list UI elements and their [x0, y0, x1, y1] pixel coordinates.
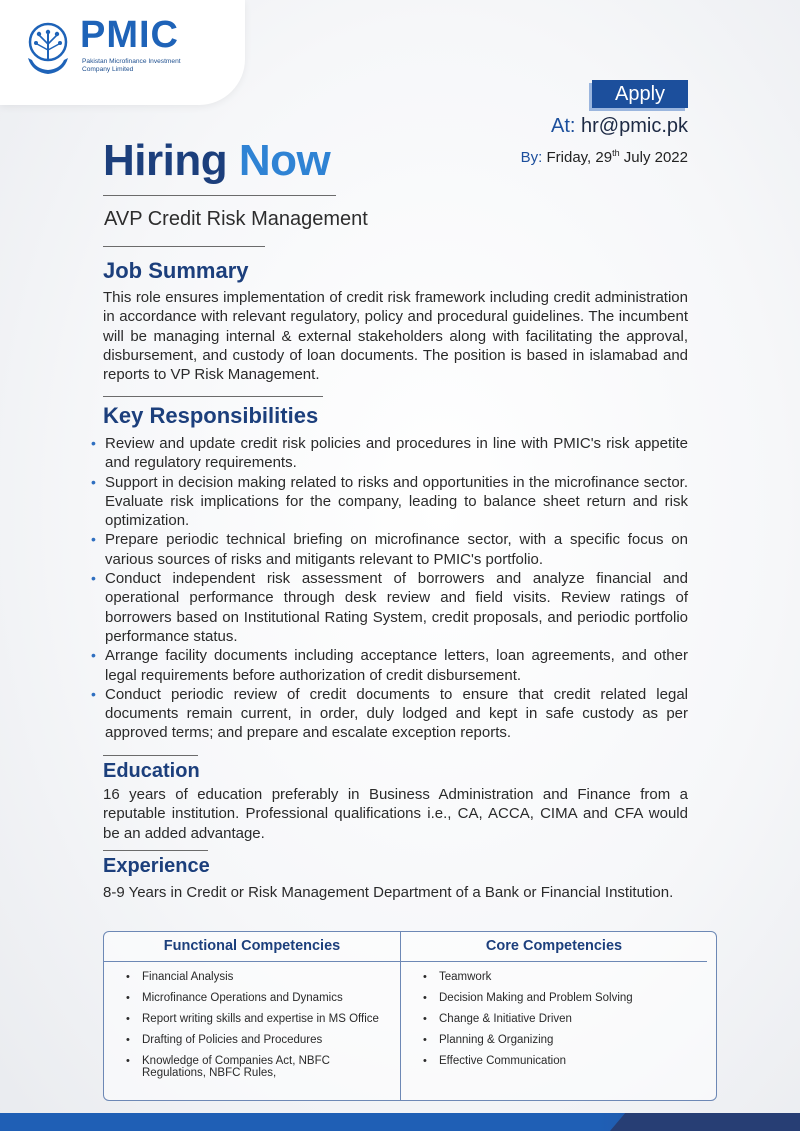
divider: [103, 195, 336, 196]
bullet-icon: •: [91, 570, 96, 587]
list-item: • Microfinance Operations and Dynamics: [126, 992, 343, 1004]
job-summary-text: This role ensures implementation of credit risk framework including credit administration in accordance with relevant regulatory, policy and procedural guidelines. The incumbent will be managing internal & external stakeholders along with facilitating the approval, disbursement, and custody of loan documents. The position is based in islamabad and reports to VP Risk Management.: [103, 289, 688, 384]
experience-text: 8-9 Years in Credit or Risk Management Department of a Bank or Financial Institution.: [103, 884, 674, 901]
list-item: • Arrange facility documents including acceptance letters, loan agreements, and other legal requirements before authorization of credit disbursement.: [91, 647, 688, 684]
list-item: • Teamwork: [423, 971, 492, 983]
bullet-icon: •: [126, 992, 130, 1004]
divider: [103, 246, 265, 247]
core-competencies-heading: Core Competencies: [401, 932, 707, 962]
responsibilities-list: [90, 434, 688, 743]
bullet-icon: •: [91, 435, 96, 451]
apply-email-line: At: hr@pmic.pk: [550, 115, 688, 137]
core-competencies-column: [400, 932, 707, 1100]
list-item: • Conduct periodic review of credit documents to ensure that credit related legal documents remain current, in order, duly lodged and kept in safe custody as per approved terms; and prepare and escalate exception reports.: [91, 685, 688, 742]
footer-accent: [610, 1113, 800, 1131]
divider: [103, 850, 208, 851]
list-item: • Support in decision making related to risks and opportunities in the microfinance sector. Evaluate risk implications for the company, leading to balance sheet return and risk optimization.: [91, 473, 688, 530]
job-summary-heading: Job Summary: [103, 258, 249, 283]
apply-email[interactable]: hr@pmic.pk: [581, 115, 688, 137]
responsibilities-heading: Key Responsibilities: [103, 403, 319, 428]
logo-wordmark: PMIC: [80, 14, 179, 56]
job-title: AVP Credit Risk Management: [104, 208, 368, 230]
bullet-icon: •: [423, 1034, 427, 1046]
bullet-icon: •: [126, 1055, 130, 1067]
competencies-table: [103, 931, 717, 1101]
functional-competencies-heading: Functional Competencies: [104, 932, 400, 962]
list-item: • Prepare periodic technical briefing on microfinance sector, with a specific focus on various sources of risks and mitigants relevant to PMIC's portfolio.: [91, 531, 688, 568]
education-heading: Education: [103, 760, 200, 782]
bullet-icon: •: [91, 531, 96, 548]
core-competencies-list: [401, 962, 707, 1068]
list-item: • Planning & Organizing: [423, 1034, 554, 1046]
bullet-icon: •: [126, 1013, 130, 1025]
list-item: • Drafting of Policies and Procedures: [126, 1034, 323, 1046]
bullet-icon: •: [126, 971, 130, 983]
divider: [103, 755, 198, 756]
list-item: • Financial Analysis: [126, 971, 234, 983]
list-item: • Change & Initiative Driven: [423, 1013, 572, 1025]
functional-competencies-column: [104, 932, 400, 1100]
apply-deadline: By: Friday, 29th July 2022: [520, 148, 688, 166]
bullet-icon: •: [91, 473, 96, 490]
divider: [103, 396, 323, 397]
list-item: • Review and update credit risk policies and procedures in line with PMIC's risk appetite and regulatory requirements.: [91, 435, 688, 472]
bullet-icon: •: [126, 1034, 130, 1046]
list-item: • Knowledge of Companies Act, NBFC Regulations, NBFC Rules,: [126, 1055, 330, 1079]
experience-heading: Experience: [103, 855, 210, 877]
list-item: • Effective Communication: [423, 1055, 566, 1067]
functional-competencies-list: [104, 962, 400, 1079]
page-title: Hiring Now: [103, 136, 331, 185]
education-text: 16 years of education preferably in Business Administration and Finance from a reputable institution. Professional qualifications i.e., CA, ACCA, CIMA and CFA would be an added advantage.: [103, 786, 688, 842]
logo-card: [0, 0, 245, 105]
bullet-icon: •: [423, 1013, 427, 1025]
list-item: • Conduct independent risk assessment of borrowers and analyze financial and operational performance through desk review and field visits. Review ratings of borrowers based on Institutional Rating System, credit proposals, and periodic portfolio performance status.: [91, 570, 688, 645]
bullet-icon: •: [423, 992, 427, 1004]
list-item: • Report writing skills and expertise in MS Office: [126, 1013, 379, 1025]
bullet-icon: •: [91, 685, 96, 702]
bullet-icon: •: [423, 971, 427, 983]
list-item: • Decision Making and Problem Solving: [423, 992, 633, 1004]
apply-button[interactable]: Apply: [592, 80, 688, 108]
logo-subtitle: Pakistan Microfinance Investment Company Limited: [82, 58, 181, 73]
tree-hands-icon: [22, 20, 74, 80]
bullet-icon: •: [423, 1055, 427, 1067]
bullet-icon: •: [91, 647, 96, 664]
